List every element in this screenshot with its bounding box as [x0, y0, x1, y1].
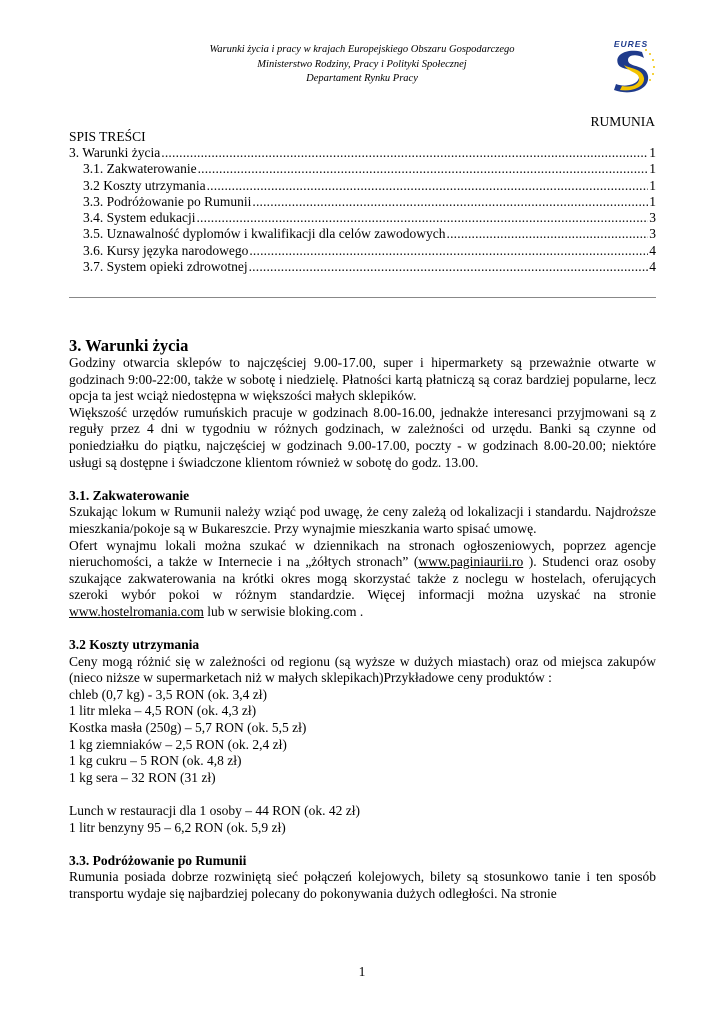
- toc-item-page: 1: [649, 193, 656, 209]
- section-3-2-heading: 3.2 Koszty utrzymania: [69, 637, 200, 653]
- section-3-2-paragraph-1: Ceny mogą różnić się w zależności od regionu (są wyższe w dużych miastach) oraz od miejsca zakupów (nieco niższe w supermarketach niż w małych sklepikach)Przykładowe ceny produktów :: [69, 653, 656, 686]
- price-item: 1 kg ziemniaków – 2,5 RON (ok. 2,4 zł): [69, 736, 287, 752]
- section-3-1-heading: 3.1. Zakwaterowanie: [69, 487, 190, 503]
- page-number: 1: [358, 964, 366, 979]
- toc-item-page: 3: [649, 226, 656, 242]
- price-item: 1 litr mleka – 4,5 RON (ok. 4,3 zł): [69, 703, 257, 719]
- header-line-1: Warunki życia i pracy w krajach Europejskiego Obszaru Gospodarczego: [209, 44, 515, 55]
- price-list: [69, 687, 656, 787]
- toc-item-label: 3.4. System edukacji: [83, 210, 196, 226]
- toc-item-page: 1: [649, 177, 656, 193]
- toc-item[interactable]: [69, 194, 656, 210]
- toc-item-page: 1: [649, 145, 656, 160]
- header-line-2: Ministerstwo Rodziny, Pracy i Polityki Społecznej: [257, 58, 467, 70]
- eures-logo-text: EURES: [613, 39, 649, 49]
- toc-title: SPIS TREŚCI: [69, 129, 146, 144]
- hostelromania-link[interactable]: www.hostelromania.com: [69, 603, 204, 619]
- header-line-3: Departament Rynku Pracy: [306, 73, 418, 84]
- toc-item[interactable]: [69, 145, 656, 161]
- price-item: Kostka masła (250g) – 5,7 RON (ok. 5,5 zł): [69, 720, 307, 736]
- toc-divider: [69, 297, 656, 298]
- section-3-paragraph-2: Większość urzędów rumuńskich pracuje w godzinach 8.00-16.00, jednakże interesanci przyjmowani są z reguły przez 4 dni w tygodniu w różnych godzinach, w zależności od urzędu. Banki są czynne od poniedziałku do piątku, najczęściej w godzinach 9.00-17.00, poczty - w godzinach 8.00-20.00; niektóre usługi są dostępne i świadczone klientom również w sobotę do godz. 13.00.: [69, 404, 656, 470]
- toc-item-label: 3.2 Koszty utrzymania: [83, 177, 206, 193]
- section-3-1-paragraph-1: Szukając lokum w Rumunii należy wziąć pod uwagę, że ceny zależą od lokalizacji i standardu. Najdroższe mieszkania/pokoje są w Bukareszcie. Przy wynajmie mieszkania warto spisać umowę.: [69, 504, 656, 536]
- paginiaurii-link[interactable]: www.paginiaurii.ro: [418, 554, 524, 570]
- toc-item[interactable]: [69, 259, 656, 275]
- toc-item-label: 3.1. Zakwaterowanie: [83, 161, 197, 177]
- toc-item-page: 4: [649, 242, 656, 258]
- toc-item-label: 3.7. System opieki zdrowotnej: [83, 259, 248, 275]
- document-body: [69, 336, 656, 903]
- toc-item-label: 3. Warunki życia: [69, 145, 161, 160]
- toc-item-label: 3.5. Uznawalność dyplomów i kwalifikacji dla celów zawodowych: [83, 226, 446, 242]
- toc-item[interactable]: [69, 161, 656, 177]
- table-of-contents: [69, 129, 656, 275]
- toc-item-page: 4: [649, 259, 656, 275]
- toc-item[interactable]: [69, 243, 656, 259]
- eures-logo: [606, 38, 656, 96]
- toc-item-page: 1: [649, 161, 656, 177]
- toc-item[interactable]: [69, 178, 656, 194]
- section-3-heading: 3. Warunki życia: [69, 336, 189, 355]
- section-3-1-paragraph-2: Ofert wynajmu lokali można szukać w dziennikach na stronach ogłoszeniowych, poprzez agencje nieruchomości, a także w Internecie i na „żółtych stronach” (www.paginiaurii.ro ). Studenci oraz osoby szukające zakwaterowania na krótki okres mogą skorzystać także z noclegu w hostelach, oferujących szeroki wybór pokoi w różnym standardzie. Więcej informacji można uzyskać na stronie www.hostelromania.com lub w serwisie bloking.com .: [69, 537, 656, 619]
- section-3-3-paragraph-1: Rumunia posiada dobrze rozwiniętą sieć połączeń kolejowych, bilety są stosunkowo tanie i ten sposób transportu wydaje się najbardziej polecany do pokonywania dużych odległości. Na stronie: [69, 869, 656, 901]
- section-3-3-heading: 3.3. Podróżowanie po Rumunii: [69, 852, 247, 868]
- eures-logo-icon: [606, 38, 656, 96]
- toc-item-page: 3: [649, 210, 656, 226]
- price-item: 1 kg cukru – 5 RON (ok. 4,8 zł): [69, 753, 242, 769]
- price-item: chleb (0,7 kg) - 3,5 RON (ok. 3,4 zł): [69, 686, 267, 702]
- section-3-paragraph-1: Godziny otwarcia sklepów to najczęściej 9.00-17.00, super i hipermarkety są przeważnie otwarte w godzinach 9:00-22:00, także w sobotę i niedzielę. Płatności kartą płatniczą są coraz bardziej popularne, lecz opcja ta jest wciąż niedostępna w większości małych sklepików.: [69, 355, 656, 404]
- lunch-price: Lunch w restauracji dla 1 osoby – 44 RON (ok. 42 zł): [69, 803, 360, 819]
- country-label: RUMUNIA: [590, 114, 655, 129]
- toc-item-label: 3.6. Kursy języka narodowego: [83, 242, 249, 258]
- toc-item[interactable]: [69, 226, 656, 242]
- fuel-price: 1 litr benzyny 95 – 6,2 RON (ok. 5,9 zł): [69, 819, 286, 835]
- toc-item-label: 3.3. Podróżowanie po Rumunii: [83, 193, 252, 209]
- toc-item[interactable]: [69, 210, 656, 226]
- price-item: 1 kg sera – 32 RON (31 zł): [69, 769, 216, 785]
